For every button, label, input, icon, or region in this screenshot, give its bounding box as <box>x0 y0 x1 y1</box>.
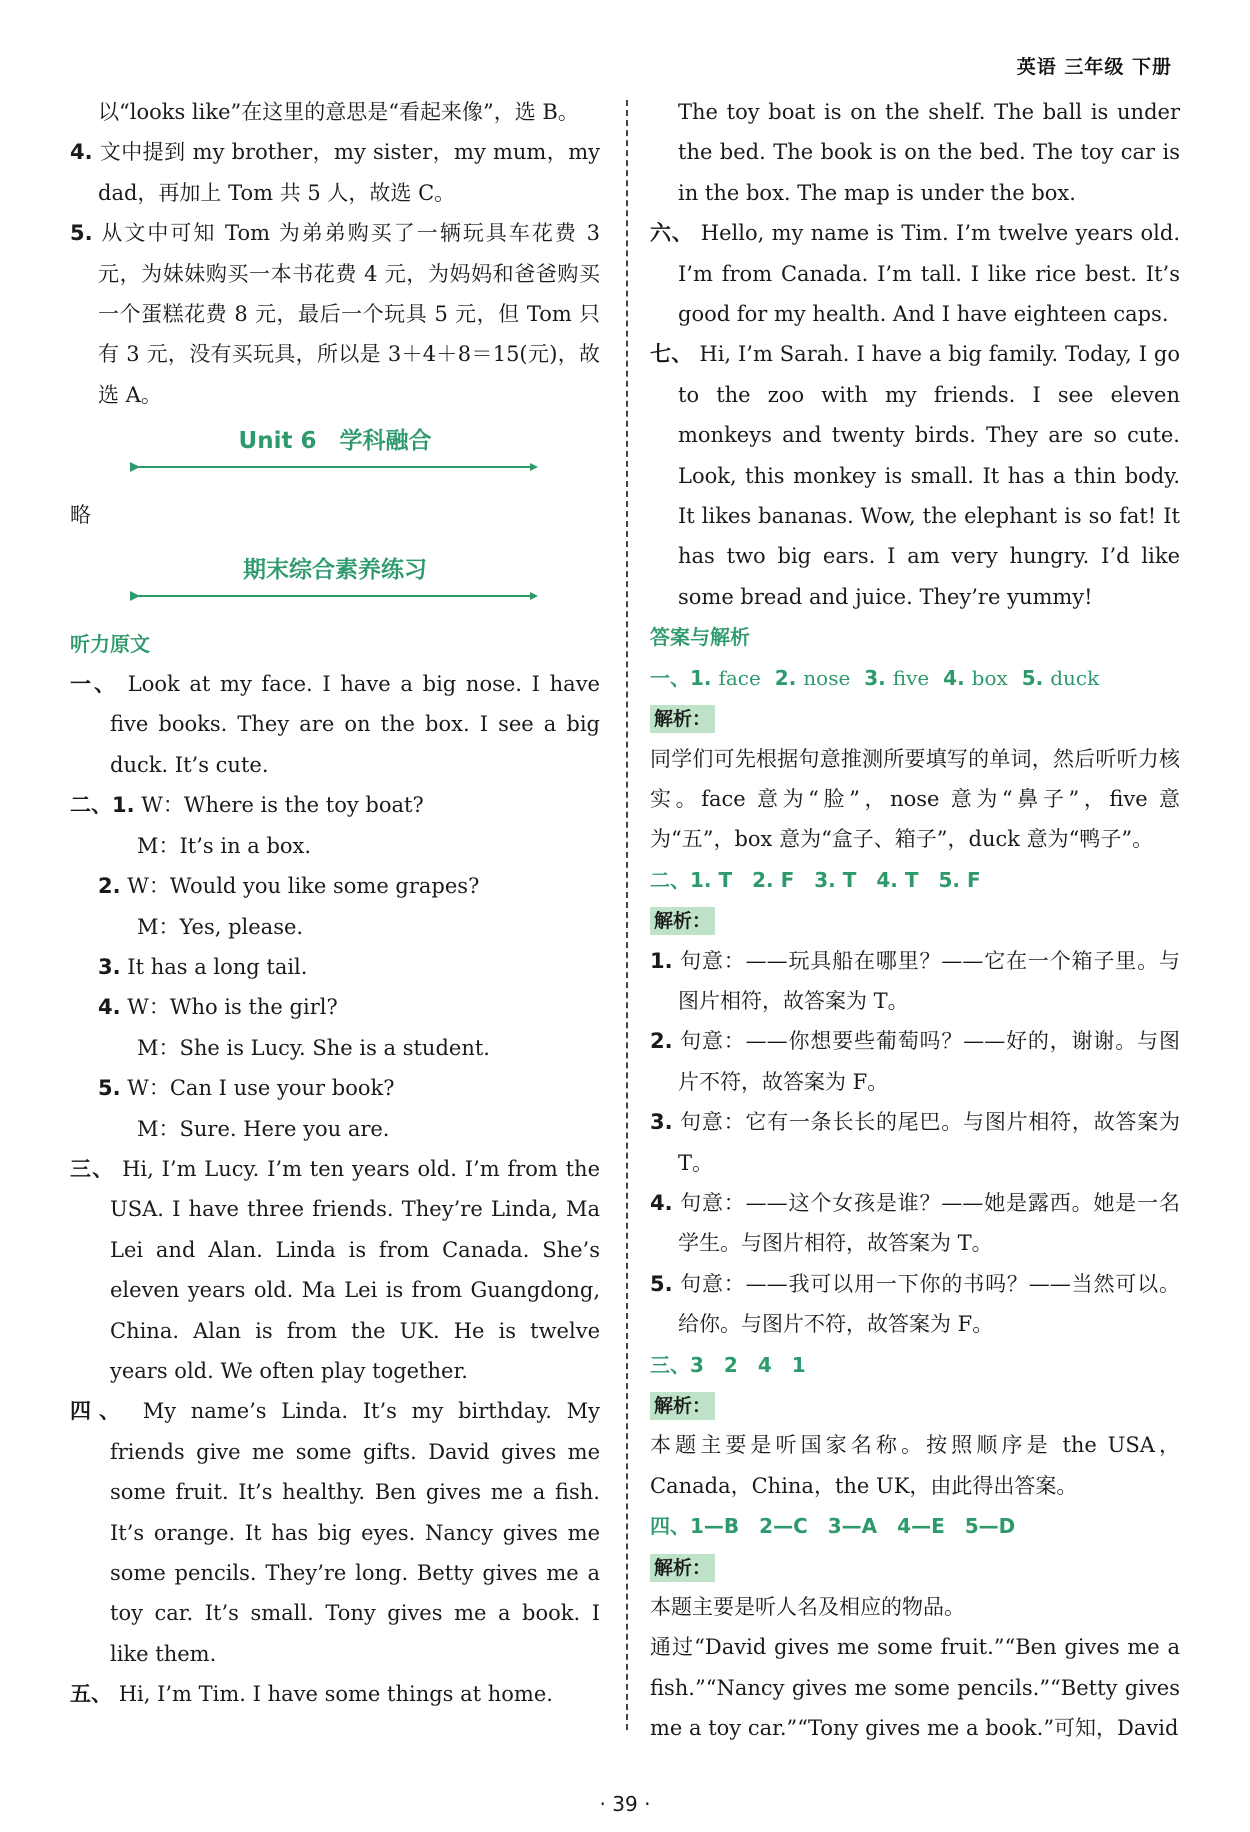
heading-arrow-icon <box>130 461 540 473</box>
paragraph-continued: 以“looks like”在这里的意思是“看起来像”，选 B。 <box>98 100 579 124</box>
item-text: 句意：——这个女孩是谁？——她是露西。她是一名学生。与图片相符，故答案为 T。 <box>678 1190 1180 1256</box>
dialog-number: 4. <box>98 995 121 1020</box>
answer-number: 5. <box>1021 665 1044 690</box>
dialog-text: M：She is Lucy. She is a student. <box>137 1035 490 1060</box>
item-number: 1. <box>650 948 673 973</box>
dialog-number: 3. <box>98 954 121 979</box>
section-number: 一、 <box>70 672 119 697</box>
item-number: 4. <box>70 140 93 165</box>
dialog-number: 5. <box>98 1076 121 1101</box>
item-number: 2. <box>650 1029 673 1054</box>
list-item-4 <box>70 132 600 213</box>
item-text: 文中提到 my brother，my sister，my mum，my dad，再加上 Tom 共 5 人，故选 C。 <box>98 140 600 205</box>
section-3 <box>70 1149 600 1391</box>
section-text: Hi, I’m Sarah. I have a big family. Today, I go to the zoo with my friends. I see eleven monkeys and twenty birds. They are so cute. Look, this monkey is small. It has a thin body. It likes bananas. Wow, the elephant is so fat! It has two big ears. I am very hungry. I’d like some bread and juice. They’re yummy! <box>678 342 1180 609</box>
item-text: 从文中可知 Tom 为弟弟购买了一辆玩具车花费 3 元，为妹妹购买一本书花费 4 元，为妈妈和爸爸购买一个蛋糕花费 8 元，最后一个玩具 5 元，但 Tom 只有 3 元，没有买玩具，所以是 3＋4＋8＝15(元)，故选 A。 <box>98 221 600 407</box>
dialog-text: M：Yes, please. <box>137 914 304 939</box>
analysis-label <box>650 1547 1180 1587</box>
dialog-line <box>70 907 600 947</box>
section-7 <box>650 334 1180 617</box>
dialog-line <box>70 1109 600 1149</box>
analysis-badge: 解析： <box>650 1554 715 1582</box>
section-5-continued: The toy boat is on the shelf. The ball is under the bed. The book is on the bed. The toy car is in the box. The map is under the box. <box>678 100 1180 205</box>
analysis-label <box>650 1385 1180 1425</box>
item-text: 句意：——玩具船在哪里？——它在一个箱子里。与图片相符，故答案为 T。 <box>678 948 1180 1013</box>
answer-word: nose <box>803 665 851 690</box>
item-text: 句意：——我可以用一下你的书吗？——当然可以。给你。与图片不符，故答案为 F。 <box>678 1271 1180 1337</box>
column-divider <box>626 100 628 1730</box>
section-text: Hello, my name is Tim. I’m twelve years old. I’m from Canada. I’m tall. I like rice best. It’s good for my health. And I have eighteen caps. <box>678 221 1180 327</box>
answer-number: 一、1. <box>650 665 712 690</box>
dialog-text: W：Can I use your book? <box>127 1076 395 1101</box>
unit6-heading <box>70 415 600 495</box>
analysis-label <box>650 900 1180 940</box>
dialog-text: M：It’s in a box. <box>137 833 312 858</box>
item-number: 3. <box>650 1110 673 1135</box>
list-item-5 <box>70 213 600 415</box>
section-number: 五、 <box>70 1682 112 1707</box>
dialog-line <box>70 947 600 987</box>
answer-key-3: 三、3 2 4 1 <box>650 1352 806 1377</box>
section-1 <box>70 664 600 785</box>
analysis-badge: 解析： <box>650 705 715 733</box>
omitted-note: 略 <box>70 503 91 528</box>
item-number: 4. <box>650 1190 673 1215</box>
analysis-text-4b: 通过“David gives me some fruit.”“Ben gives me a fish.”“Nancy gives me some pencils.”“Betty gives me a toy car.”“Tony gives me a book.”可知，David <box>650 1635 1180 1741</box>
answer-word: face <box>718 665 761 690</box>
analysis-item <box>650 1183 1180 1264</box>
left-column <box>70 92 600 1715</box>
dialog-text: W：Would you like some grapes? <box>127 874 480 899</box>
section-text: Look at my face. I have a big nose. I have five books. They are on the box. I see a big duck. It’s cute. <box>110 672 600 777</box>
listening-heading: 听力原文 <box>70 631 150 656</box>
analysis-text-4a: 本题主要是听人名及相应的物品。 <box>650 1595 965 1620</box>
analysis-badge: 解析： <box>650 907 715 935</box>
dialog-number: 2. <box>98 874 121 899</box>
answer-number: 3. <box>864 665 886 690</box>
section-number: 四、 <box>70 1399 129 1424</box>
section-number: 六、 <box>650 221 694 246</box>
answer-key-2: 二、1. T 2. F 3. T 4. T 5. F <box>650 867 981 892</box>
analysis-label <box>650 698 1180 738</box>
section-text: Hi, I’m Tim. I have some things at home. <box>118 1682 553 1707</box>
section-text: My name’s Linda. It’s my birthday. My friends give me some gifts. David gives me some fruit. It’s healthy. Ben gives me a fish. It’s orange. It has big eyes. Nancy gives me some pencils. They’re long. Betty gives me a toy car. It’s small. Tony gives me a book. I like them. <box>110 1399 600 1666</box>
dialog-text: It has a long tail. <box>127 954 308 979</box>
answer-word: box <box>971 665 1008 690</box>
dialog-line <box>70 1028 600 1068</box>
analysis-item <box>650 1264 1180 1345</box>
answer-word: duck <box>1050 665 1100 690</box>
dialog-line <box>70 987 600 1027</box>
item-number: 5. <box>650 1271 673 1296</box>
item-text: 句意：——你想要些葡萄吗？——好的，谢谢。与图片不符，故答案为 F。 <box>678 1029 1180 1094</box>
page-number: · 39 · <box>599 1792 651 1816</box>
section-2 <box>70 785 600 1149</box>
answer-number: 2. <box>774 665 797 690</box>
section-number: 三、 <box>70 1156 115 1181</box>
right-column <box>650 92 1180 1749</box>
heading-arrow-icon <box>130 590 540 602</box>
analysis-item <box>650 1102 1180 1183</box>
dialog-text: M：Sure. Here you are. <box>137 1116 390 1141</box>
section-4 <box>70 1391 600 1674</box>
dialog-line <box>70 785 600 825</box>
unit6-title: Unit 6 学科融合 <box>238 428 432 455</box>
answer-key-4: 四、1—B 2—C 3—A 4—E 5—D <box>650 1514 1016 1539</box>
analysis-item <box>650 941 1180 1022</box>
analysis-badge: 解析： <box>650 1392 715 1420</box>
dialog-line <box>70 1068 600 1108</box>
analysis-text-3: 本题主要是听国家名称。按照顺序是 the USA，Canada，China，the UK，由此得出答案。 <box>650 1433 1180 1498</box>
item-number: 5. <box>70 221 93 246</box>
dialog-number: 1. <box>112 793 135 818</box>
item-text: 句意：它有一条长长的尾巴。与图片相符，故答案为 T。 <box>678 1110 1180 1175</box>
dialog-line <box>70 826 600 866</box>
section-5 <box>70 1674 600 1714</box>
analysis-item <box>650 1021 1180 1102</box>
analysis-text-1: 同学们可先根据句意推测所要填写的单词，然后听听力核实。face 意为“脸”，nose 意为“鼻子”，five 意为“五”，box 意为“盒子、箱子”，duck 意为“鸭子”。 <box>650 746 1180 852</box>
dialog-line <box>70 866 600 906</box>
answers-heading: 答案与解析 <box>650 625 750 650</box>
section-number: 二、 <box>70 793 112 818</box>
page-header: 英语 三年级 下册 <box>1016 56 1172 78</box>
section-text: Hi, I’m Lucy. I’m ten years old. I’m from the USA. I have three friends. They’re Linda, Ma Lei and Alan. Linda is from Canada. She’s eleven years old. Ma Lei is from Guangdong, China. Alan is from the UK. He is twelve years old. We often play together. <box>110 1156 600 1383</box>
section-number: 七、 <box>650 342 693 367</box>
dialog-text: W：Who is the girl? <box>127 995 338 1020</box>
final-practice-title: 期末综合素养练习 <box>243 556 427 583</box>
answer-word: five <box>892 665 930 690</box>
section-6 <box>650 213 1180 334</box>
final-practice-heading <box>70 544 600 624</box>
answer-key-1 <box>650 658 1180 698</box>
answer-number: 4. <box>943 665 965 690</box>
dialog-text: W：Where is the toy boat? <box>141 793 424 818</box>
